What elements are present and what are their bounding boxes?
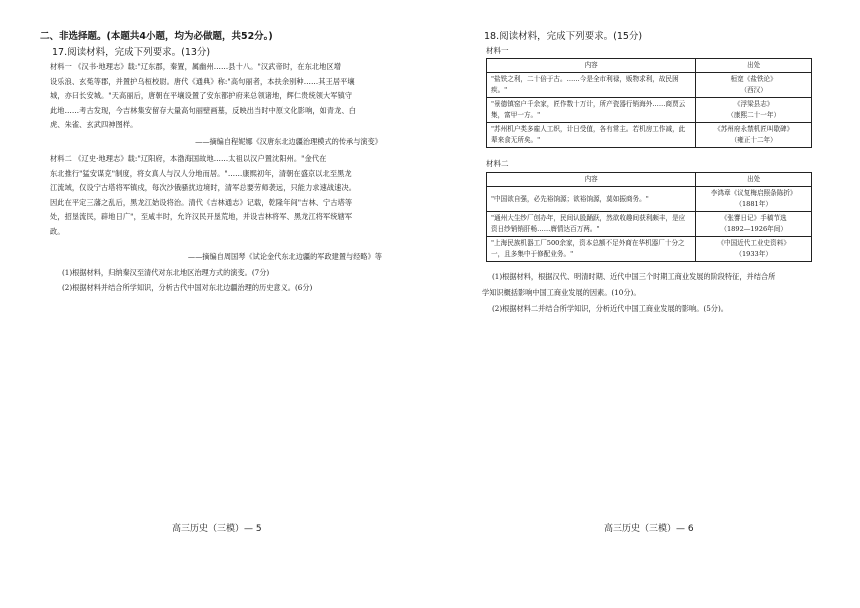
material-2-source: ——摘编自周国琴《试论金代东北边疆的军政建置与经略》等 xyxy=(187,252,382,261)
source-cell: 《张謇日记》手稿节选 （1892—1926年间） xyxy=(696,212,812,237)
column-header: 出处 xyxy=(696,59,812,73)
table-row xyxy=(487,98,812,123)
page-footer-5: 高三历史（三模）— 5 xyxy=(172,524,262,534)
table-header-row xyxy=(487,59,812,73)
content-cell: "苏州机户类多雇人工织，计日受值，各有常主。若机房工作减，此辈来食无所矣。" xyxy=(487,123,696,148)
question-18-title: 18.阅读材料，完成下列要求。(15分) xyxy=(484,31,643,42)
q17-sub-question-1: (1)根据材料，归纳秦汉至清代对东北地区治理方式的演变。(7分) xyxy=(62,268,270,277)
q18-sub-question-1-line-2: 学知识概括影响中国工商业发展的因素。(10分)。 xyxy=(482,288,641,297)
source-cell: 桓宽《盐铁论》 （西汉） xyxy=(696,73,812,98)
material-1-source: ——摘编自程妮娜《汉唐东北边疆治理模式的传承与演变》 xyxy=(195,137,382,146)
source-cell: 《浮梁县志》 （康熙二十一年） xyxy=(696,98,812,123)
q18-sub-question-1-line-1: (1)根据材料，根据汉代、明清时期、近代中国三个时期工商业发展的阶段特征，并结合所 xyxy=(492,272,776,281)
page-footer-6: 高三历史（三模）— 6 xyxy=(604,524,694,534)
source-cell: 李鸿章《议复梅启照条陈折》 （1881年） xyxy=(696,187,812,212)
material-line: 材料二 《辽史·地理志》载:"辽阳府，本渤海国故地……太祖以汉户置沈阳州。"金代在 xyxy=(50,154,327,163)
table-row xyxy=(487,123,812,148)
table-row xyxy=(487,187,812,212)
material-line: 处，招垦流民，辟地日广"，至咸丰时，允许汉民开垦荒地，并设吉林将军、黑龙江将军统辖军 xyxy=(50,212,353,221)
column-header: 出处 xyxy=(696,173,812,187)
source-cell: 《中国近代工业史资料》 （1933年） xyxy=(696,237,812,262)
material-1-label: 材料一 xyxy=(486,46,509,55)
table-material-2 xyxy=(486,172,812,262)
material-line: 政。 xyxy=(50,226,65,236)
table-material-1 xyxy=(486,58,812,148)
source-cell: 《苏州府永禁机匠叫歇碑》 （雍正十二年） xyxy=(696,123,812,148)
right-page xyxy=(430,0,860,608)
q17-sub-question-2: (2)根据材料并结合所学知识，分析古代中国对东北边疆治理的历史意义。(6分) xyxy=(62,283,313,292)
table-row xyxy=(487,212,812,237)
material-line: 虎、朱雀、玄武四神图样。 xyxy=(50,120,138,129)
content-cell: "通州大生纱厂创办年，民间认股踊跃，然欲收趣间获利颇丰，是应资日纱销销肝畅……膺情达百万两。" xyxy=(487,212,696,237)
material-line: 此地……考古发现，今吉林集安留存大量高句丽壁画墓，反映出当时中原文化影响，如青龙、白 xyxy=(50,105,357,115)
material-line: 城，亦曰长安城。"天高丽后，唐朝在平壤设置了安东都护府来总领诸地，辉仁贵统领大军镇守 xyxy=(50,91,353,100)
content-cell: "景德镇窑户千余家，匠作数十万计，所产瓷器行销海外……商贾云集，富甲一方。" xyxy=(487,98,696,123)
material-line: 因此在平定三藩之乱后，黑龙江始设将治。清代《吉林通志》记载，乾隆年间"吉林、宁古塔等 xyxy=(50,197,353,207)
question-17-title: 17.阅读材料，完成下列要求。(13分) xyxy=(52,47,211,58)
content-cell: "中国欲自强，必先裕饷源；欲裕饷源，莫如振商务。" xyxy=(487,187,696,212)
material-2-label: 材料二 xyxy=(486,159,509,168)
content-cell: "盐铁之利，二十倍于古。……今是全市利禄，贩物求利，故民困疾。" xyxy=(487,73,696,98)
section-title: 二、非选择题。(本题共4小题，均为必做题，共52分。) xyxy=(40,31,273,42)
q18-sub-question-2: (2)根据材料二并结合所学知识，分析近代中国工商业发展的影响。(5分)。 xyxy=(492,304,728,313)
column-header: 内容 xyxy=(487,59,696,73)
material-line: 江流域，仅设宁古塔将军镇戍，每次沙俄骚扰边境时，清军总要劳师袭远，只能力求速战速决。 xyxy=(50,183,357,192)
material-line: 东北推行"猛安谋克"制度，将女真人与汉人分地而居。"……康熙初年，清朝在盛京以北至黑龙 xyxy=(50,168,352,178)
column-header: 内容 xyxy=(487,173,696,187)
material-line: 材料一 《汉书·地理志》载:"辽东郡，秦置，属幽州……县十八。"汉武帝时，在东北地区增 xyxy=(50,62,342,71)
table-row xyxy=(487,73,812,98)
q17-material-1 xyxy=(50,60,383,133)
q17-material-2 xyxy=(50,152,383,239)
table-row xyxy=(487,237,812,262)
table-header-row xyxy=(487,173,812,187)
material-line: 设乐浪、玄菟等郡，并置护乌桓校尉。唐代《通典》称:"高句丽者，本扶余别种……其王居平壤 xyxy=(50,76,355,86)
content-cell: "上海民族机器工厂500余家，资本总额不足外商在华机器厂十分之一，且多集中于修配业务。" xyxy=(487,237,696,262)
